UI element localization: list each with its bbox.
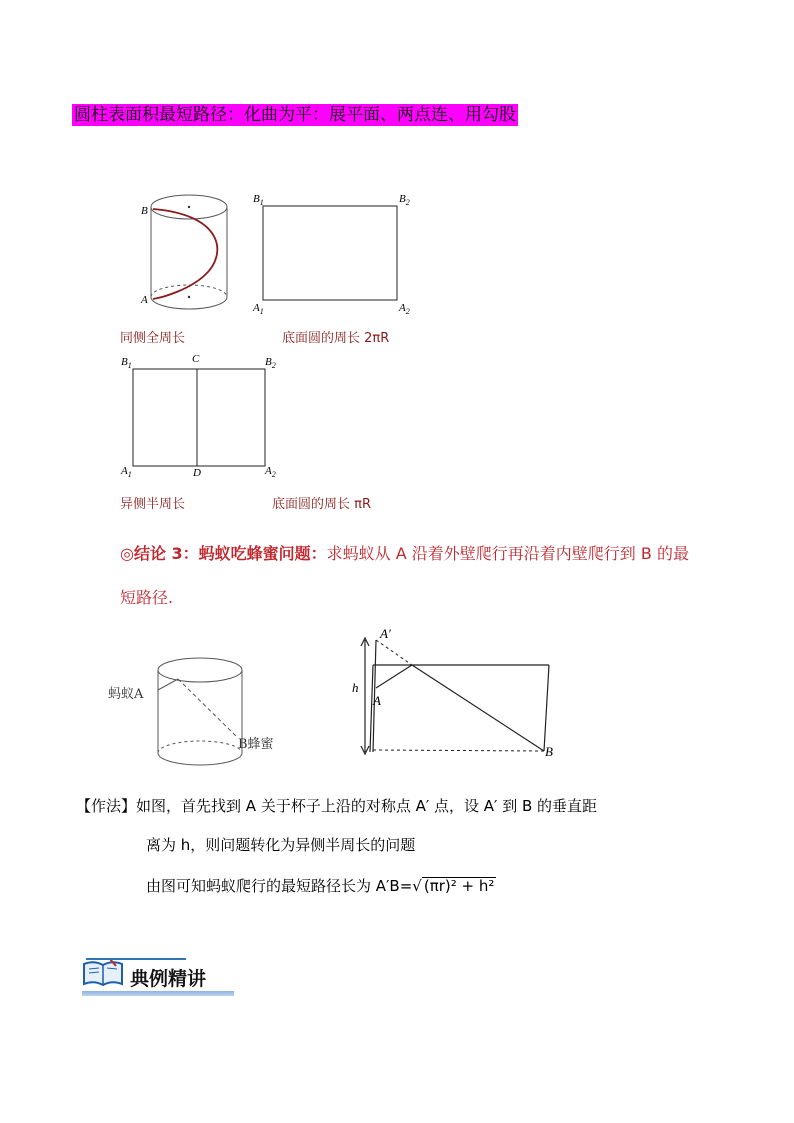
label-B1: $B_1$ <box>253 193 264 208</box>
label-A1-half: $A_1$ <box>121 465 132 480</box>
caption-circumference-half: 底面圆的周长 πR <box>272 497 371 512</box>
inner-path <box>178 679 238 738</box>
banner-top-line <box>86 958 186 960</box>
half-unfold-rectangle <box>133 369 265 466</box>
outer-path <box>158 679 178 690</box>
ant-segment <box>376 665 412 688</box>
label-D: D <box>193 467 201 479</box>
figure-cup <box>108 650 308 775</box>
formula: (πr)² + h² <box>423 877 495 895</box>
conclusion-prefix: ◎结论 3：蚂蚁吃蜂蜜问题： <box>120 544 327 563</box>
label-A2: $A_2$ <box>399 302 410 317</box>
unfold-rectangle <box>263 206 397 300</box>
section-title: 典例精讲 <box>130 968 207 990</box>
figure-half-unfold <box>130 365 270 470</box>
ant-label: 蚂蚁A <box>108 687 144 702</box>
shortest-segment <box>412 665 544 751</box>
label-B2: $B_2$ <box>399 193 410 208</box>
label-h: h <box>352 680 359 695</box>
label-A-reflect: A <box>373 693 381 708</box>
label-A2-half: $A_2$ <box>265 465 276 480</box>
method-line-1: 【作法】如图，首先找到 A 关于杯子上沿的对称点 A′ 点，设 A′ 到 B 的垂直距 <box>76 797 598 815</box>
section-heading: 圆柱表面积最短路径：化曲为平：展平面、两点连、用勾股 <box>74 105 516 125</box>
label-B: B <box>141 205 148 217</box>
conclusion-line-2: 短路径. <box>120 588 174 607</box>
book-icon <box>80 956 126 992</box>
method-tag: 【作法】 <box>76 797 137 815</box>
figure-cylinder-unfold-full <box>135 185 425 320</box>
method-line-3: 由图可知蚂蚁爬行的最短路径长为 A′B=√ (πr)² + h² <box>146 877 495 895</box>
label-A1: $A_1$ <box>253 302 264 317</box>
bottom-dashed <box>373 750 544 751</box>
method-line-2: 离为 h，则问题转化为异侧半周长的问题 <box>146 836 416 854</box>
label-A-prime: A′ <box>380 626 391 641</box>
sqrt-sign: √ <box>412 877 422 895</box>
caption-opposite-side: 异侧半周长 <box>120 497 186 512</box>
cylinder-bottom-front <box>151 297 227 309</box>
right-edge <box>544 665 549 751</box>
label-B2-half: $B_2$ <box>265 356 276 371</box>
honey-label: B蜂蜜 <box>238 737 274 752</box>
reflection-dashed <box>376 640 412 665</box>
label-C: C <box>192 353 200 365</box>
label-B1-half: $B_1$ <box>121 356 132 371</box>
caption-circumference-full: 底面圆的周长 2πR <box>282 331 390 346</box>
banner-underline <box>82 991 234 996</box>
conclusion-line-1: ◎结论 3：蚂蚁吃蜂蜜问题：求蚂蚁从 A 沿着外壁爬行再沿着内壁爬行到 B 的最 <box>120 544 689 563</box>
caption-same-side: 同侧全周长 <box>120 331 186 346</box>
cup-top-ellipse <box>158 658 242 682</box>
label-A: A <box>141 294 148 306</box>
label-B-reflect: B <box>545 744 553 759</box>
